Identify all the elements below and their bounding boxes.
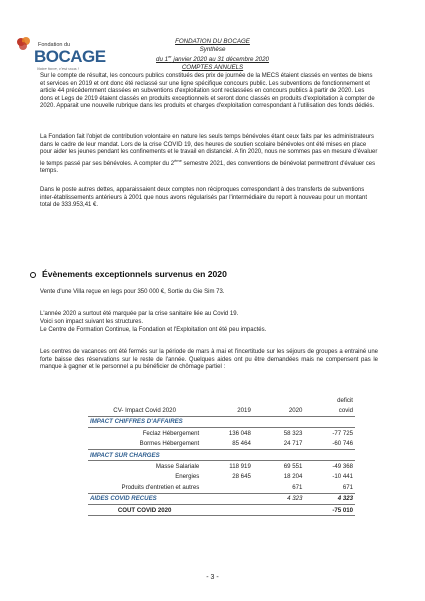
logo-tagline: Notre force, c'est vous ! (37, 66, 79, 71)
table-row: Bormes Hébergement 85 464 24 717 -60 746 (88, 439, 355, 450)
table-row: Produits d'entretien et autres 671 671 (88, 482, 355, 493)
section-title: Évènements exceptionnels survenus en 2020 (30, 269, 227, 279)
table-header-top (88, 395, 355, 405)
document-header (0, 38, 425, 71)
event-covid-intro: L'année 2020 a surtout été marquée par la crise sanitaire liée au Covid 19. (40, 311, 239, 317)
table-row: Masse Salariale 118 919 69 551 -49 368 (155, 463, 353, 471)
table-header-row (88, 405, 355, 416)
bullet-circle-icon (30, 272, 36, 278)
logo-brand-text: BOCAGE (34, 47, 106, 66)
header-subtitle: Synthèse (199, 45, 226, 53)
header-deficit-1: deficit (337, 396, 353, 404)
paragraph-autres-dettes: Dans le poste autres dettes, apparaissaient deux comptes non réciproques correspondant à des transferts de subventions inter-établissements antérieurs à 2001 que nous avons régularisés par l'intermédiaire du report à nouveau pour un montant total de 333.953,41 €. (40, 187, 368, 209)
event-centres-vacances: Les centres de vacances ont été fermés sur la période de mars à mai et l'incertitude sur les séjours de groupes a entrainé une forte baisse des réservations sur le reste de l'année. Quelques aides ont pu être demandées mais ne compensent pas le manque à gagner et le personnel a pu bénéficier de chômage partiel : (40, 349, 378, 371)
header-2019: 2019 (201, 405, 253, 416)
table-row-aides: AIDES COVID RECUES 4 323 4 323 (88, 493, 355, 504)
page-number: - 3 - (206, 574, 219, 581)
event-vente-villa: Vente d'une Villa reçue en legs pour 350 000 €, Sortie du Gie Sim 73. (40, 289, 225, 295)
header-label: CV- Impact Covid 2020 (88, 405, 201, 416)
table-category-ca: IMPACT CHIFFRES D'AFFAIRES (88, 416, 355, 427)
paragraph-reclassement: Sur le compte de résultat, les concours publics constitués des prix de journée de la MECS étaient classés en ventes de biens et services en 2019 et ont donc été reclassé sur une ligne spécifique concours public. Les subventions de fonctionnement et article 44 précédemment classées en subventions d'exploitation sont reclassées en concours publics à partir de 2020. Les dons et Legs de 2019 étaient classés en produits exceptionnels et seront donc classés en produits d'exploitation à compter de 2020. Apparait une nouvelle rubrique dans les produits et charges d'exploitation correspondant à l'utilisation des fonds dédiés. (40, 73, 375, 110)
header-period: du 1er janvier 2020 au 31 décembre 2020 (156, 54, 269, 64)
table-row: Energies 28 645 18 204 -10 441 (175, 473, 353, 481)
event-peu-impactes: Le Centre de Formation Continue, la Fondation et l'Exploitation ont été peu impactés. (40, 327, 267, 333)
header-deficit-2: covid (304, 405, 355, 416)
header-doc-type: COMPTES ANNUELS (181, 63, 244, 71)
table-category-charges: IMPACT SUR CHARGES (88, 449, 355, 460)
paragraph-benevolat: La Fondation fait l'objet de contribution volontaire en nature les seuls temps bénévoles étant ceux faits par les administrateurs dans le cadre de leur mandat. Lors de la crise COVID 19, des heures de soutien scolaire bénévoles ont été mises en place pour aider les jeunes pendant les confinements et le travail en distanciel. A fin 2020, nous ne sommes pas en mesure d'évaluer le temps passé par ses bénévoles. A compter du 2ème semestre 2021, des conventions de bénévolat permettront d'évaluer ces temps. (40, 134, 378, 175)
table-row-total: COUT COVID 2020 -75 010 (88, 504, 355, 515)
header-2020: 2020 (253, 405, 305, 416)
table-row: Feclaz Hébergement 136 048 58 323 -77 725 (142, 429, 353, 437)
header-title: FONDATION DU BOCAGE (175, 38, 250, 45)
logo-small-text: Fondation du (38, 42, 71, 48)
covid-impact-table (88, 395, 355, 516)
event-impact: Voici son impact suivant les structures. (40, 319, 144, 325)
